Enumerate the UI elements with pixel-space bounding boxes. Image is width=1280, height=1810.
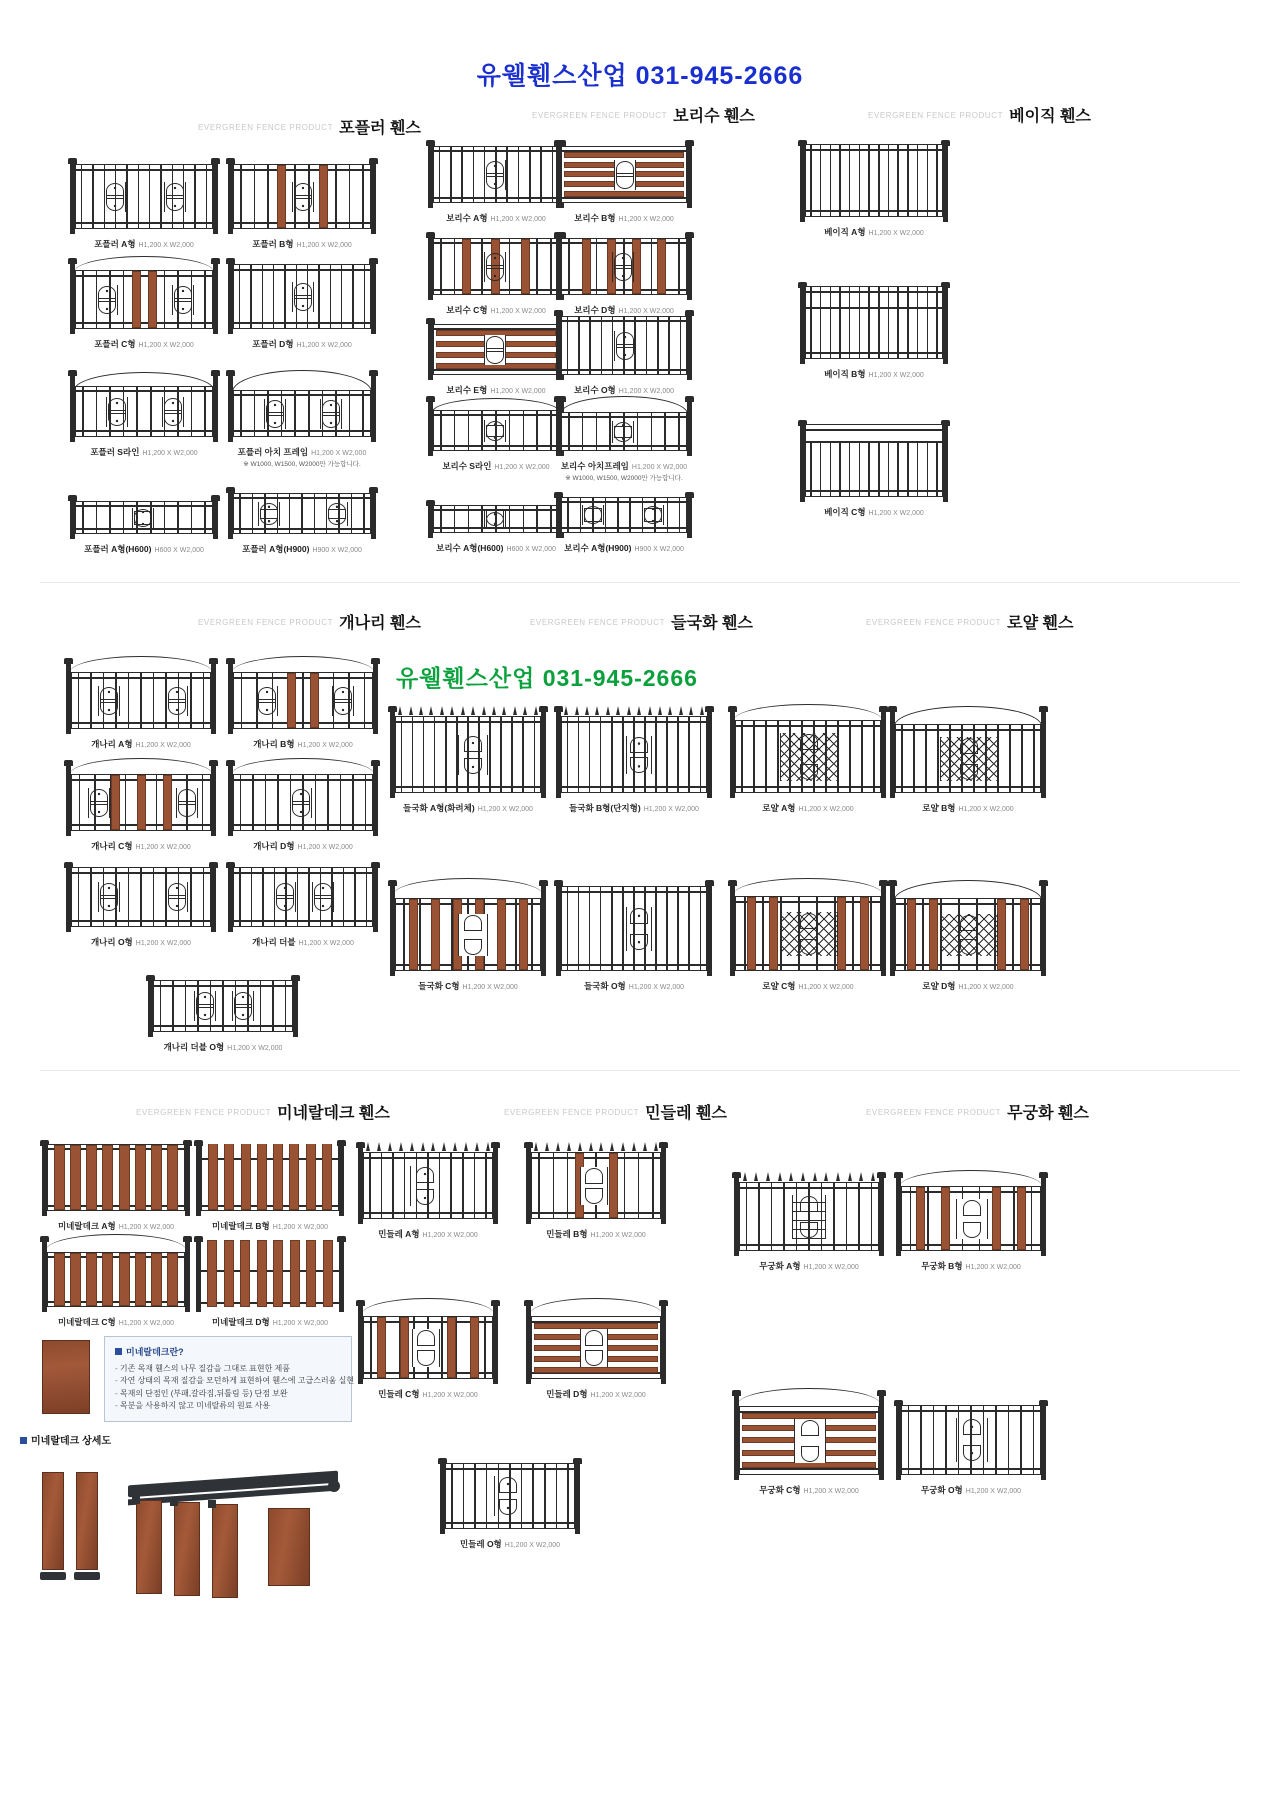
section-title-mindle: EVERGREEN FENCE PRODUCT 민들레 휀스 <box>504 1105 727 1122</box>
page-title: 유웰휀스산업 031-945-2666 <box>476 62 804 90</box>
product-boriso-sline: 보리수 S라인 H1,200 X W2,000 <box>428 396 564 472</box>
product-poplar-a <box>70 158 218 250</box>
product-poplar-a-h900: 포플러 A형(H900) H900 X W2,000 <box>228 487 376 555</box>
section-title-gaenari: EVERGREEN FENCE PRODUCT 개나리 휀스 <box>198 615 421 632</box>
info-box-title: 미네랄데크란? <box>115 1345 341 1358</box>
product-boriso-a: 보리수 A형 H1,200 X W2,000 <box>428 140 564 224</box>
info-line: - 자연 상태의 목재 질감을 모던하게 표현하여 휀스에 고급스러움 실현 <box>115 1375 341 1387</box>
mineraldeck-swatch <box>42 1340 90 1414</box>
product-mineraldeck-c: 미네랄데크 C형 H1,200 X W2,000 <box>42 1236 190 1328</box>
product-gaenari-b: 개나리 B형 H1,200 X W2,000 <box>228 658 378 750</box>
product-mineraldeck-a: 미네랄데크 A형 H1,200 X W2,000 <box>42 1140 190 1232</box>
product-royal-b: 로얄 B형 H1,200 X W2,000 <box>890 706 1046 814</box>
product-boriso-a-h900: 보리수 A형(H900) H900 X W2,000 <box>556 492 692 554</box>
product-basic-a: 베이직 A형 H1,200 X W2,000 <box>800 140 948 238</box>
product-gaenari-o: 개나리 O형 H1,200 X W2,000 <box>66 862 216 948</box>
section-title-mugunghwa: EVERGREEN FENCE PRODUCT 무궁화 휀스 <box>866 1105 1089 1122</box>
product-deulgukhwa-a: 들국화 A형(화려체) H1,200 X W2,000 <box>390 706 546 814</box>
brand-kicker: EVERGREEN FENCE PRODUCT <box>198 123 334 132</box>
product-mugunghwa-o: 무궁화 O형 H1,200 X W2,000 <box>896 1400 1046 1496</box>
product-mindle-o: 민들레 O형 H1,200 X W2,000 <box>440 1458 580 1550</box>
info-line: - 목재의 단점인 (부패,갈라짐,뒤틀림 등) 단점 보완 <box>115 1388 341 1400</box>
product-deulgukhwa-b: 들국화 B형(단지형) H1,200 X W2,000 <box>556 706 712 814</box>
product-boriso-b: 보리수 B형 H1,200 X W2,000 <box>556 140 692 224</box>
product-royal-c: 로얄 C형 H1,200 X W2,000 <box>730 880 886 992</box>
product-boriso-o: 보리수 O형 H1,200 X W2,000 <box>556 310 692 396</box>
product-boriso-c: 보리수 C형 H1,200 X W2,000 <box>428 232 564 316</box>
section-title-basic: EVERGREEN FENCE PRODUCT 베이직 휀스 <box>868 108 1091 125</box>
mineraldeck-detail-drawing <box>36 1460 366 1600</box>
product-deulgukhwa-o: 들국화 O형 H1,200 X W2,000 <box>556 880 712 992</box>
mid-phone-title: 유웰휀스산업 031-945-2666 <box>396 665 698 691</box>
product-poplar-archframe: 포플러 아치 프레임 H1,200 X W2,000 ※ W1000, W1500, W2000만 가능합니다. <box>228 370 376 468</box>
product-mineraldeck-d: 미네랄데크 D형 H1,200 X W2,000 <box>196 1236 344 1328</box>
product-deulgukhwa-c: 들국화 C형 H1,200 X W2,000 <box>390 880 546 992</box>
product-boriso-a-h600: 보리수 A형(H600) H600 X W2,000 <box>428 500 564 554</box>
product-note: ※ W1000, W1500, W2000만 가능합니다. <box>243 461 361 468</box>
section-divider-2 <box>40 1070 1240 1071</box>
product-poplar-sline: 포플러 S라인 H1,200 X W2,000 <box>70 370 218 458</box>
product-note: ※ W1000, W1500, W2000만 가능합니다. <box>565 475 683 482</box>
product-mindle-d: 민들레 D형 H1,200 X W2,000 <box>526 1300 666 1400</box>
product-poplar-d: 포플러 D형 H1,200 X W2,000 <box>228 258 376 350</box>
section-title-boriso: EVERGREEN FENCE PRODUCT 보리수 휀스 <box>532 108 755 125</box>
product-royal-a: 로얄 A형 H1,200 X W2,000 <box>730 706 886 814</box>
product-mindle-a: 민들레 A형 H1,200 X W2,000 <box>358 1142 498 1240</box>
fence-drawing <box>70 158 218 234</box>
product-gaenari-a: 개나리 A형 H1,200 X W2,000 <box>66 658 216 750</box>
product-mugunghwa-c: 무궁화 C형 H1,200 X W2,000 <box>734 1390 884 1496</box>
section-title-royal: EVERGREEN FENCE PRODUCT 로얄 휀스 <box>866 615 1074 632</box>
product-basic-c: 베이직 C형 H1,200 X W2,000 <box>800 420 948 518</box>
info-line: - 기존 목재 휀스의 나무 질감을 그대로 표현한 제품 <box>115 1363 341 1375</box>
product-mugunghwa-b: 무궁화 B형 H1,200 X W2,000 <box>896 1172 1046 1272</box>
product-gaenari-d: 개나리 D형 H1,200 X W2,000 <box>228 760 378 852</box>
info-line: - 목분을 사용하지 않고 미네랄류의 원료 사용 <box>115 1400 341 1412</box>
section-title-deulgukhwa: EVERGREEN FENCE PRODUCT 들국화 휀스 <box>530 615 753 632</box>
detail-drawing-title: 미네랄데크 상세도 <box>20 1432 111 1447</box>
product-boriso-d: 보리수 D형 H1,200 X W2,000 <box>556 232 692 316</box>
section-title-mineraldeck: EVERGREEN FENCE PRODUCT 미네랄데크 휀스 <box>136 1105 390 1122</box>
product-poplar-a-h600: 포플러 A형(H600) H600 X W2,000 <box>70 495 218 555</box>
product-mindle-c: 민들레 C형 H1,200 X W2,000 <box>358 1300 498 1400</box>
product-gaenari-double-o: 개나리 더블 O형 H1,200 X W2,000 <box>148 975 298 1053</box>
product-poplar-c: 포플러 C형 H1,200 X W2,000 <box>70 258 218 350</box>
product-gaenari-double: 개나리 더블 H1,200 X W2,000 <box>228 862 378 948</box>
mineraldeck-info-box <box>104 1336 355 1422</box>
info-box-list <box>115 1363 355 1413</box>
section-title-poplar: EVERGREEN FENCE PRODUCT 포플러 휀스 <box>198 120 421 137</box>
product-boriso-e: 보리수 E형 H1,200 X W2,000 <box>428 318 564 396</box>
product-mindle-b: 민들레 B형 H1,200 X W2,000 <box>526 1142 666 1240</box>
section-divider <box>40 582 1240 583</box>
product-basic-b: 베이직 B형 H1,200 X W2,000 <box>800 282 948 380</box>
product-mineraldeck-b: 미네랄데크 B형 H1,200 X W2,000 <box>196 1140 344 1232</box>
product-gaenari-c: 개나리 C형 H1,200 X W2,000 <box>66 760 216 852</box>
product-royal-d: 로얄 D형 H1,200 X W2,000 <box>890 880 1046 992</box>
product-poplar-b: 포플러 B형 H1,200 X W2,000 <box>228 158 376 250</box>
product-caption: 포플러 A형 H1,200 X W2,000 <box>94 239 194 249</box>
product-boriso-archframe: 보리수 아치프레임 H1,200 X W2,000 ※ W1000, W1500, W2000만 가능합니다. <box>556 396 692 482</box>
product-mugunghwa-a: 무궁화 A형 H1,200 X W2,000 <box>734 1172 884 1272</box>
